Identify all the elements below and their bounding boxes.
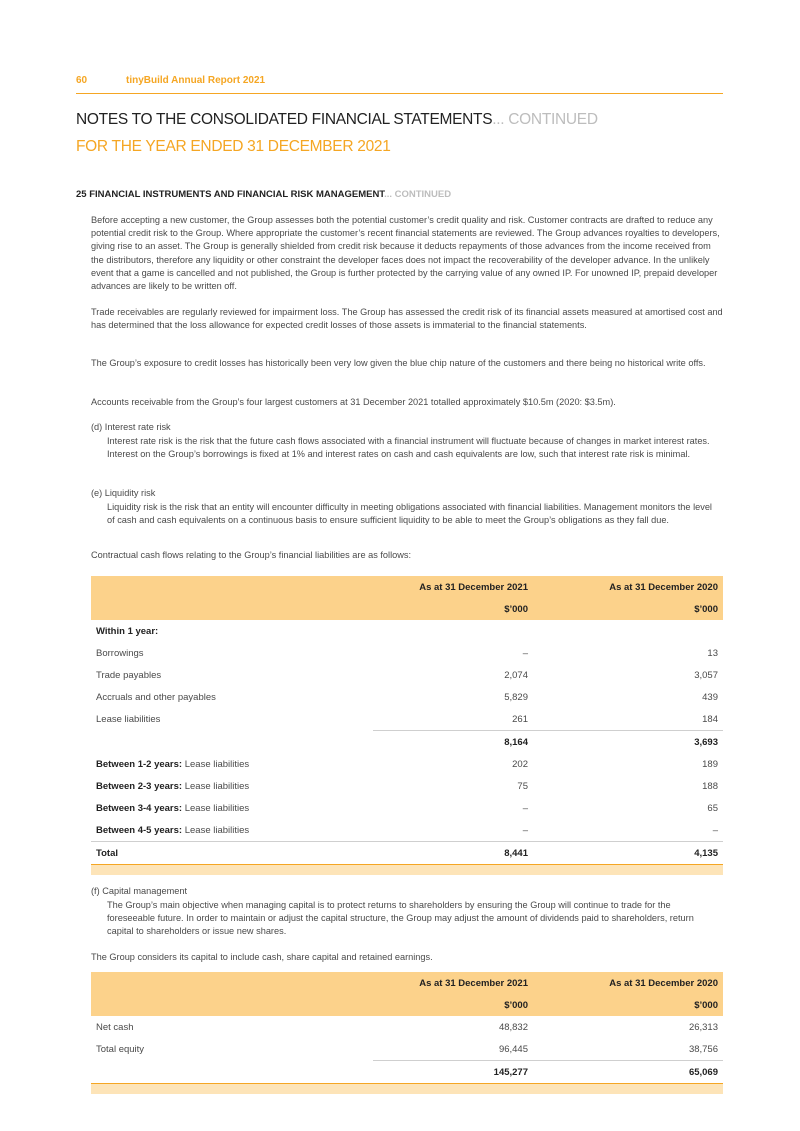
- value-2020: 439: [702, 691, 718, 703]
- col-2021-header: As at 31 December 2021: [373, 576, 533, 598]
- value-2021: 5,829: [504, 691, 528, 703]
- col-2020-header: As at 31 December 2020: [533, 972, 723, 994]
- value-2020: 184: [702, 713, 718, 725]
- col-2020-header: As at 31 December 2020: [533, 576, 723, 598]
- row-label: [91, 775, 373, 797]
- row-label-item: Lease liabilities: [182, 780, 250, 792]
- paragraph-impairment: Trade receivables are regularly reviewed for impairment loss. The Group has assessed the credit risk of its financial assets measured at amortised cost and has determined that the loss allowance for expected credit losses of those assets is immaterial to the financial statements.: [91, 307, 723, 331]
- value-2020: 189: [702, 758, 718, 770]
- report-title: tinyBuild Annual Report 2021: [126, 75, 266, 86]
- table-row: [91, 819, 723, 842]
- total-2020: 65,069: [533, 1061, 723, 1084]
- unit-2020: $’000: [533, 598, 723, 620]
- table-row: [91, 708, 723, 731]
- total-2020: 4,135: [533, 842, 723, 865]
- item-f-body: The Group’s main objective when managing capital is to protect returns to shareholders by ensuring the Group will continue to trade for the foreseeable future. In order to maintain or adjust the capital structure, the Group may adjust the amount of dividends paid to shareholders, return capital to shareholders or issue new shares.: [107, 900, 694, 937]
- row-label: Lease liabilities: [96, 713, 161, 725]
- unit-2021: $’000: [373, 598, 533, 620]
- total-2021: 8,441: [373, 842, 533, 865]
- row-label: Total equity: [96, 1043, 145, 1055]
- header-blank: [91, 576, 373, 598]
- section-heading: [76, 189, 451, 200]
- liabilities-table: [91, 576, 723, 875]
- row-label: Borrowings: [96, 647, 144, 659]
- subtotal-2020: 3,693: [533, 731, 723, 754]
- section-continued: ... CONTINUED: [384, 189, 452, 200]
- table-unit-row: [91, 994, 723, 1016]
- section-title: 25 FINANCIAL INSTRUMENTS AND FINANCIAL RISK MANAGEMENT: [76, 189, 385, 200]
- paragraph-credit-risk: Before accepting a new customer, the Group assesses both the potential customer’s credit quality and risk. Customer contracts are drafted to reduce any potential credit risk to the Group. Where appropriate the customer’s recent financial statements are reviewed. The Group advances royalties to developers, giving rise to an asset. The Group is generally shielded from credit risk because it deducts repayments of those advances from the income received from the distributors, therefore any liquidity or other constraint the developer faces does not impact the recoverability of the developer advance. In the unlikely event that a game is cancelled and not published, the Group is further protected by the carrying value of any owned IP. For unowned IP, prepaid developer advances are likely to be written off.: [91, 215, 720, 292]
- table-row: [91, 1016, 723, 1038]
- value-2021: 48,832: [498, 1021, 528, 1033]
- value-2020: 13: [707, 647, 718, 659]
- value-2021: 96,445: [498, 1043, 528, 1055]
- value-2021: 2,074: [504, 669, 528, 681]
- page-number: 60: [76, 75, 88, 86]
- table-header-row: [91, 576, 723, 598]
- page-header: [76, 74, 723, 94]
- value-2020: 188: [702, 780, 718, 792]
- capital-table: [91, 972, 723, 1094]
- row-label: [91, 797, 373, 819]
- row-label: Accruals and other payables: [96, 691, 216, 703]
- value-2021: 261: [512, 713, 528, 725]
- table-row: [91, 1038, 723, 1061]
- total-label: Total: [91, 842, 373, 865]
- row-label: [91, 819, 373, 842]
- row-label: Net cash: [96, 1021, 134, 1033]
- notes-title: [76, 111, 598, 129]
- value-2021: 75: [517, 780, 528, 792]
- value-2020: 26,313: [688, 1021, 718, 1033]
- value-2020: –: [712, 824, 718, 836]
- table-header-row: [91, 972, 723, 994]
- table-footer-band: [91, 1084, 723, 1095]
- item-e-heading: (e) Liquidity risk: [91, 488, 156, 498]
- unit-2020: $’000: [533, 994, 723, 1016]
- value-2020: 38,756: [688, 1043, 718, 1055]
- col-2021-header: As at 31 December 2021: [373, 972, 533, 994]
- value-2020: 65: [707, 802, 718, 814]
- paragraph-cash-flows: Contractual cash flows relating to the Group’s financial liabilities are as follows:: [91, 550, 412, 560]
- item-d-body: Interest rate risk is the risk that the future cash flows associated with a financial instrument will fluctuate because of changes in market interest rates. Interest on the Group’s borrowings is fixed at 1% and interest rates on cash and cash equivalents are low, such that interest rate risk is minimal.: [107, 436, 710, 460]
- item-d-heading: (d) Interest rate risk: [91, 422, 171, 432]
- row-label-item: Lease liabilities: [182, 824, 250, 836]
- within-label: Within 1 year:: [96, 625, 159, 637]
- period-subtitle: FOR THE YEAR ENDED 31 DECEMBER 2021: [76, 138, 391, 155]
- subtotal-row: [91, 731, 723, 754]
- value-2020: 3,057: [694, 669, 718, 681]
- table-row: [91, 664, 723, 686]
- total-2021: 145,277: [373, 1061, 533, 1084]
- table-row: [91, 775, 723, 797]
- table-row: [91, 642, 723, 664]
- table-row: [91, 620, 723, 642]
- notes-title-continued: ... CONTINUED: [492, 111, 598, 128]
- table-row: [91, 686, 723, 708]
- value-2021: 202: [512, 758, 528, 770]
- table-unit-row: [91, 598, 723, 620]
- row-label-period: Between 2-3 years:: [96, 780, 183, 792]
- notes-title-text: NOTES TO THE CONSOLIDATED FINANCIAL STATEMENTS: [76, 111, 493, 128]
- total-row: [91, 842, 723, 865]
- value-2021: –: [522, 824, 528, 836]
- row-label-period: Between 3-4 years:: [96, 802, 183, 814]
- table-footer-band: [91, 865, 723, 876]
- row-label-period: Between 4-5 years:: [96, 824, 183, 836]
- total-row: [91, 1061, 723, 1084]
- row-label: [91, 753, 373, 775]
- paragraph-capital: The Group considers its capital to include cash, share capital and retained earnings.: [91, 952, 433, 962]
- item-e-body: Liquidity risk is the risk that an entity will encounter difficulty in meeting obligations associated with financial liabilities. Management monitors the level of cash and cash equivalents on a continuous basis to ensure sufficient liquidity to be able to meet the Group’s obligations as they fall due.: [107, 502, 712, 526]
- row-label: Trade payables: [96, 669, 162, 681]
- item-f-heading: (f) Capital management: [91, 886, 188, 896]
- row-label-period: Between 1-2 years:: [96, 758, 183, 770]
- value-2021: –: [522, 647, 528, 659]
- value-2021: –: [522, 802, 528, 814]
- row-label-item: Lease liabilities: [182, 802, 250, 814]
- subtotal-2021: 8,164: [373, 731, 533, 754]
- row-label-item: Lease liabilities: [182, 758, 250, 770]
- table-row: [91, 753, 723, 775]
- paragraph-receivables: Accounts receivable from the Group’s four largest customers at 31 December 2021 totalled approximately $10.5m (2020: $3.5m).: [91, 397, 616, 407]
- unit-2021: $’000: [373, 994, 533, 1016]
- table-row: [91, 797, 723, 819]
- paragraph-exposure: The Group’s exposure to credit losses has historically been very low given the blue chip nature of the customers and there being no historical write offs.: [91, 358, 706, 368]
